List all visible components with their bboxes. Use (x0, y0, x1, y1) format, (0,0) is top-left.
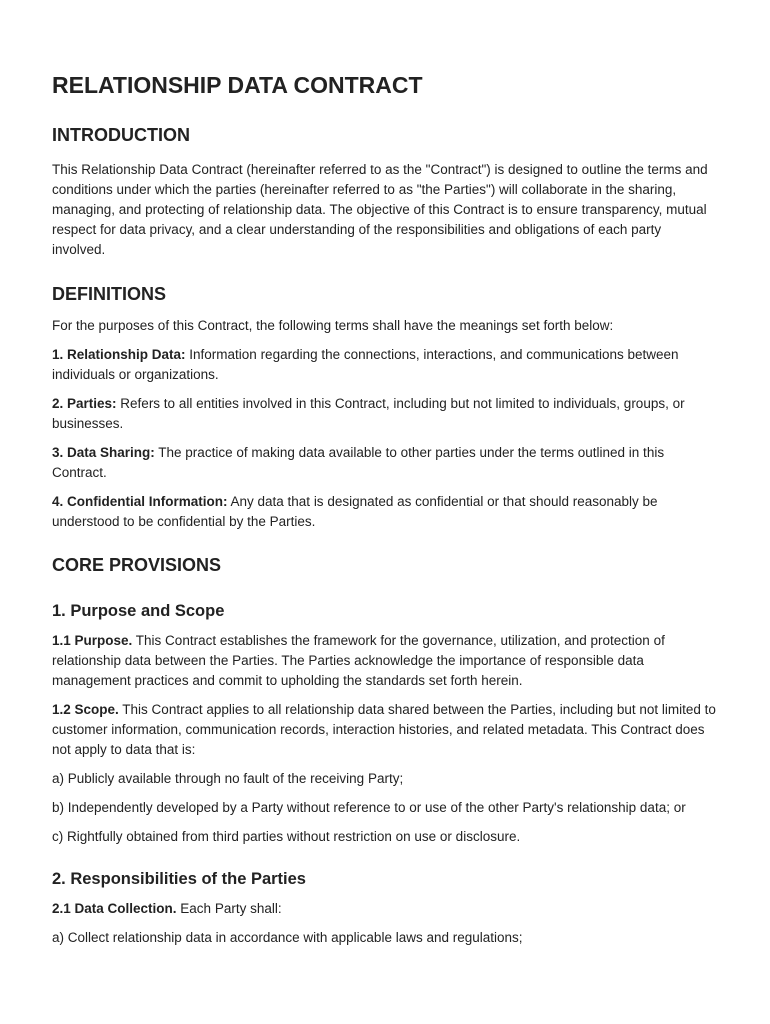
data-collection-item: a) Collect relationship data in accordance with applicable laws and regulations; (52, 930, 523, 945)
core-provisions-heading: CORE PROVISIONS (52, 555, 222, 575)
definition-text: Refers to all entities involved in this Contract, including but not limited to individuals, groups, or businesses. (52, 396, 685, 431)
introduction-paragraph: This Relationship Data Contract (hereinafter referred to as the "Contract") is designed to outline the terms and conditions under which the parties (hereinafter referred to as "the Parties") will collaborate in the sharing, managing, and protecting of relationship data. The objective of this Contract is to ensure transparency, mutual respect for data privacy, and a clear understanding of the responsibilities and obligations of each party involved. (52, 162, 708, 257)
definition-item (52, 394, 718, 434)
definition-text: Any data that is designated as confidential or that should reasonably be understood to be confidential by the Parties. (52, 494, 658, 529)
scope-exclusion-item: c) Rightfully obtained from third parties without restriction on use or disclosure. (52, 829, 521, 844)
definition-text: Information regarding the connections, interactions, and communications between individuals or organizations. (52, 347, 679, 382)
definition-item (52, 492, 718, 532)
introduction-heading: INTRODUCTION (52, 125, 190, 145)
definition-term: 2. Parties: (52, 396, 117, 411)
definitions-heading: DEFINITIONS (52, 284, 167, 304)
definition-term: 1. Relationship Data: (52, 347, 186, 362)
scope-exclusion-item: a) Publicly available through no fault of the receiving Party; (52, 771, 404, 786)
definition-term: 3. Data Sharing: (52, 445, 155, 460)
scope-text: This Contract applies to all relationship data shared between the Parties, including but not limited to customer information, communication records, interaction histories, and related metadata. This Contract does not apply to data that is: (52, 702, 716, 757)
definition-text: The practice of making data available to other parties under the terms outlined in this Contract. (52, 445, 665, 480)
definition-item (52, 443, 718, 483)
scope-exclusion-item: b) Independently developed by a Party without reference to or use of the other Party's relationship data; or (52, 800, 686, 815)
purpose-paragraph (52, 631, 718, 691)
section-2-heading: 2. Responsibilities of the Parties (52, 870, 306, 888)
definition-term: 4. Confidential Information: (52, 494, 228, 509)
scope-label: 1.2 Scope. (52, 702, 119, 717)
data-collection-paragraph (52, 899, 718, 919)
document-title: RELATIONSHIP DATA CONTRACT (52, 72, 423, 98)
scope-paragraph (52, 700, 718, 760)
purpose-text: This Contract establishes the framework for the governance, utilization, and protection of relationship data between the Parties. The Parties acknowledge the importance of responsible data management practices and commit to upholding the standards set forth herein. (52, 633, 665, 688)
section-1-heading: 1. Purpose and Scope (52, 602, 225, 620)
data-collection-text: Each Party shall: (176, 901, 282, 916)
definition-item (52, 345, 718, 385)
definitions-intro: For the purposes of this Contract, the following terms shall have the meanings set forth below: (52, 318, 614, 333)
data-collection-label: 2.1 Data Collection. (52, 901, 177, 916)
purpose-label: 1.1 Purpose. (52, 633, 133, 648)
